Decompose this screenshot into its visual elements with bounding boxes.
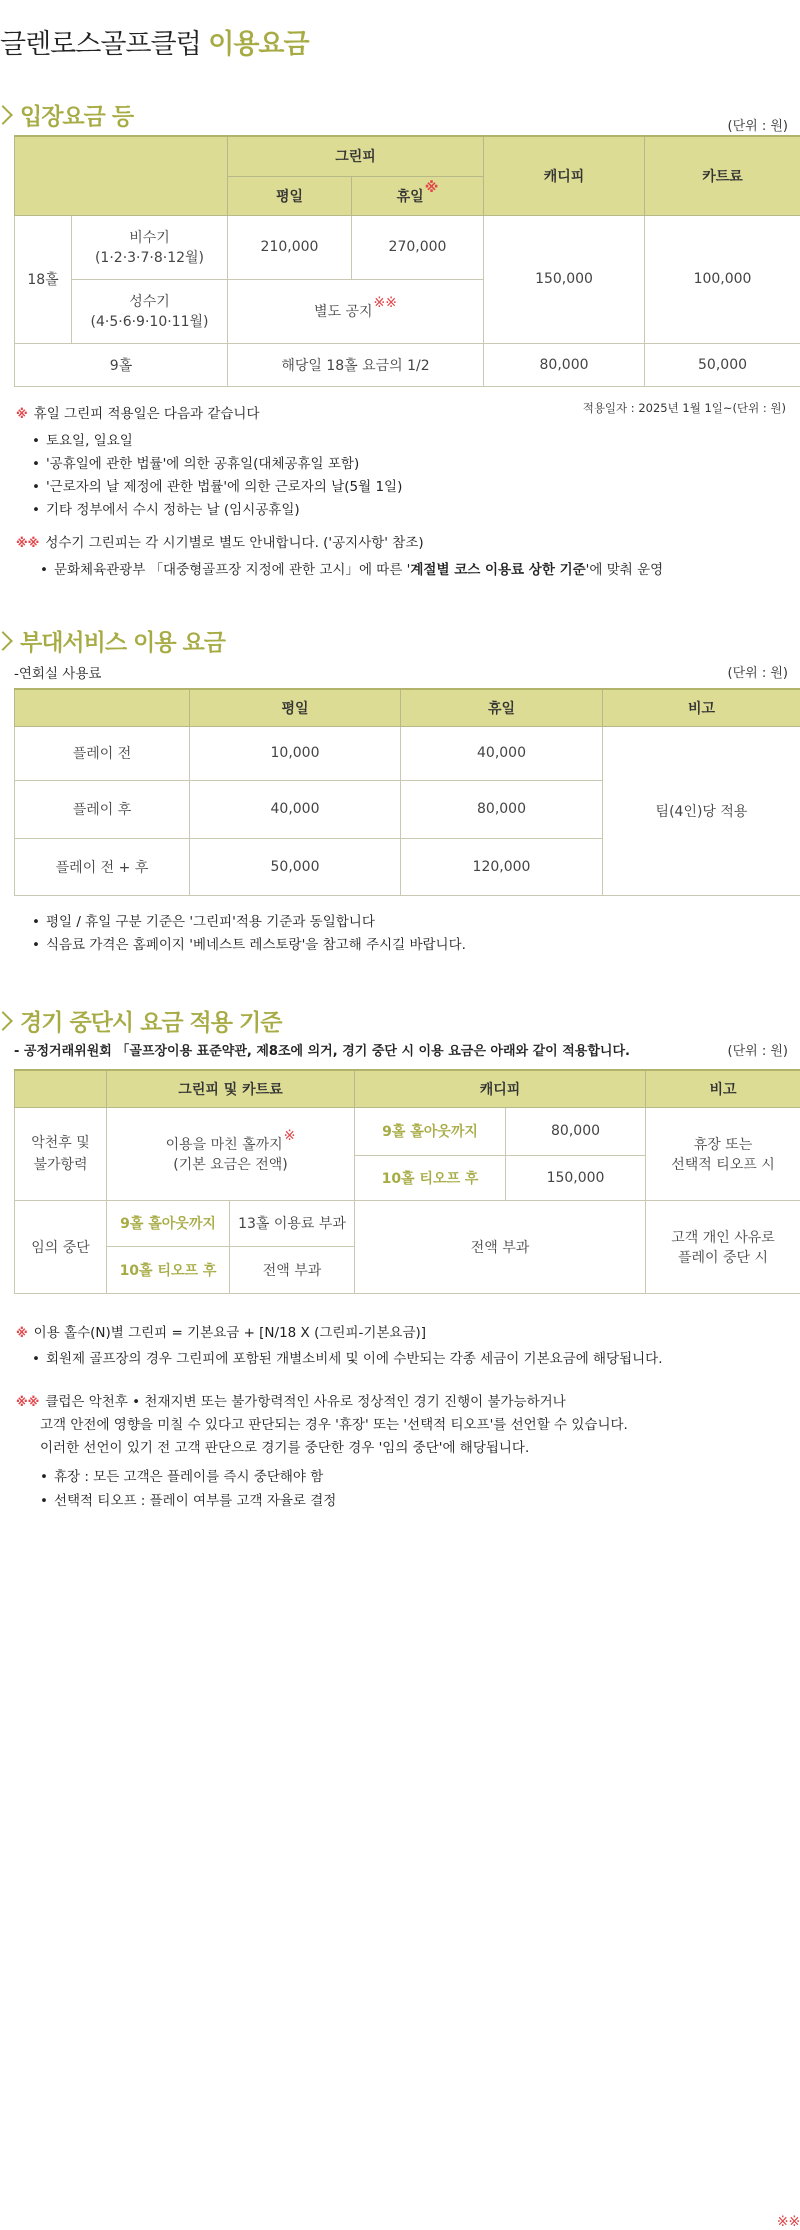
cell-9-holes-greenfee: 해당일 18홀 요금의 1/2 xyxy=(228,343,484,386)
header-greenfee: 그린피 xyxy=(228,136,484,176)
remark-line2-text: 선택적 티오프 시 xyxy=(671,1157,775,1173)
suspension-fee-table xyxy=(14,1069,800,1294)
cell-18-holes: 18홀 xyxy=(15,215,72,343)
remark-line1: 휴장 또는 xyxy=(647,1134,799,1154)
list-item-text: 문화체육관광부 「대중형골프장 지정에 관한 고시」에 따른 ' xyxy=(54,562,410,578)
holiday-note-text: 휴일 그린피 적용일은 다음과 같습니다 xyxy=(34,406,260,422)
green-usage-line2: (기본 요금은 전액) xyxy=(108,1154,353,1174)
cell-remark-personal xyxy=(646,1200,800,1293)
closure-note-line1: 클럽은 악천후 • 천재지변 또는 불가항력적인 사유로 정상적인 경기 진행이 불가능하거나 xyxy=(45,1394,565,1410)
peakseason-note-text: 성수기 그린피는 각 시기별로 별도 안내합니다. ('공지사항' 참조) xyxy=(45,535,423,551)
chevron-right-icon xyxy=(0,105,13,125)
section-admission-title xyxy=(0,98,133,131)
banquet-subtitle: -연회실 사용료 xyxy=(14,662,101,682)
greenfee-formula-note xyxy=(16,1321,426,1341)
cell-caddie-label: 9홀 홀아웃까지 xyxy=(355,1107,506,1155)
header-remark: 비고 xyxy=(646,1070,800,1107)
cell-cart-9: 50,000 xyxy=(645,343,800,386)
peakseason-label: 성수기 xyxy=(73,291,226,311)
list-item-text: '에 맞춰 운영 xyxy=(586,562,664,578)
list-item: • 기타 정부에서 수시 정하는 날 (임시공휴일) xyxy=(32,498,300,518)
closure-note-line2: 고객 안전에 영향을 미칠 수 있다고 판단되는 경우 '휴장' 또는 '선택적 티오프'를 선언할 수 있습니다. xyxy=(40,1413,628,1433)
cell-caddie-label: 10홀 티오프 후 xyxy=(355,1155,506,1200)
chevron-right-icon xyxy=(0,631,13,651)
header-holiday-text: 휴일 xyxy=(397,189,424,205)
header-green-cart: 그린피 및 카트료 xyxy=(107,1070,355,1107)
cell-holiday: 120,000 xyxy=(401,838,603,895)
remark-line2 xyxy=(647,1154,799,1174)
row-label: 플레이 전 xyxy=(15,726,190,780)
cell-peakseason-note xyxy=(228,279,484,343)
list-item: • '공휴일에 관한 법률'에 의한 공휴일(대체공휴일 포함) xyxy=(32,452,359,472)
remark-line1: 고객 개인 사유로 xyxy=(647,1227,799,1247)
list-item: • 선택적 티오프 : 플레이 여부를 고객 자율로 결정 xyxy=(40,1489,336,1509)
double-asterisk-mark: ※※ xyxy=(777,2214,800,2230)
remark-line2: 플레이 중단 시 xyxy=(647,1247,799,1267)
header-holiday: 휴일 xyxy=(401,689,603,726)
admission-fee-table xyxy=(14,135,800,387)
header-cart: 카트료 xyxy=(645,136,800,215)
offseason-label: 비수기 xyxy=(73,227,226,247)
cell-offseason-weekday: 210,000 xyxy=(228,215,352,279)
cell-remark-closure xyxy=(646,1107,800,1200)
cell-9-holes: 9홀 xyxy=(15,343,228,386)
asterisk-mark: ※ xyxy=(425,180,439,196)
cell-caddie-value: 150,000 xyxy=(506,1155,646,1200)
page-title xyxy=(0,22,309,61)
section-additional-title-text: 부대서비스 이용 요금 xyxy=(20,630,225,656)
list-item-bold: 계절별 코스 이용료 상한 기준 xyxy=(410,562,585,578)
table-corner xyxy=(15,136,228,215)
asterisk-mark: ※ xyxy=(16,407,28,421)
cell-green-label: 10홀 티오프 후 xyxy=(107,1246,230,1293)
header-remark: 비고 xyxy=(603,689,800,726)
list-item xyxy=(40,558,663,578)
double-asterisk-mark: ※※ xyxy=(16,1395,39,1409)
cell-remark: 팀(4인)당 적용 xyxy=(603,726,800,895)
asterisk-mark: ※ xyxy=(16,1326,28,1340)
bad-weather-label: 악천후 및 불가항력 xyxy=(24,1132,98,1176)
cell-offseason-holiday: 270,000 xyxy=(352,215,484,279)
cell-holiday: 40,000 xyxy=(401,726,603,780)
cell-caddie-full: 전액 부과 xyxy=(355,1200,646,1293)
section-suspension-title xyxy=(0,1004,281,1037)
asterisk-mark: ※ xyxy=(284,1128,296,1144)
peakseason-note xyxy=(16,531,424,551)
cell-caddie-value: 80,000 xyxy=(506,1107,646,1155)
cell-bad-weather xyxy=(15,1107,107,1200)
double-asterisk-mark: ※※ xyxy=(16,536,39,550)
offseason-months: (1·2·3·7·8·12월) xyxy=(73,247,226,267)
header-holiday xyxy=(352,176,484,215)
suspension-subtitle: - 공정거래위원회 「골프장이용 표준약관, 제8조에 의거, 경기 중단 시 이용 요금은 아래와 같이 적용합니다. xyxy=(14,1040,630,1059)
peakseason-note-text: 별도 공지 xyxy=(314,304,373,320)
closure-note-line3: 이러한 선언이 있기 전 고객 판단으로 경기를 중단한 경우 '임의 중단'에 해당됩니다. xyxy=(40,1436,529,1456)
page-title-highlight: 이용요금 xyxy=(208,29,308,60)
section-suspension-title-text: 경기 중단시 요금 적용 기준 xyxy=(20,1010,281,1036)
list-item: • 휴장 : 모든 고객은 플레이를 즉시 중단해야 함 xyxy=(40,1465,323,1485)
cell-peakseason xyxy=(72,279,228,343)
cell-weekday: 40,000 xyxy=(190,780,401,838)
closure-note xyxy=(16,1390,566,1410)
header-caddie: 캐디피 xyxy=(484,136,645,215)
cell-green-value: 13홀 이용료 부과 xyxy=(230,1200,355,1246)
table-corner xyxy=(15,689,190,726)
cell-caddie-9: 80,000 xyxy=(484,343,645,386)
section-additional-title xyxy=(0,624,225,657)
cell-green-usage xyxy=(107,1107,355,1200)
double-asterisk-mark: ※※ xyxy=(374,295,397,311)
header-weekday: 평일 xyxy=(228,176,352,215)
banquet-fee-table xyxy=(14,688,800,896)
cell-green-label: 9홀 홀아웃까지 xyxy=(107,1200,230,1246)
row-label: 플레이 전 + 후 xyxy=(15,838,190,895)
cell-green-value: 전액 부과 xyxy=(230,1246,355,1293)
green-usage-line1 xyxy=(108,1134,353,1154)
peakseason-months: (4·5·6·9·10·11월) xyxy=(73,311,226,331)
unit-label: (단위 : 원) xyxy=(728,115,788,134)
cell-offseason xyxy=(72,215,228,279)
header-caddie: 캐디피 xyxy=(355,1070,646,1107)
list-item: • 식음료 가격은 홈페이지 '베네스트 레스토랑'을 참고해 주시길 바랍니다. xyxy=(32,933,466,953)
cell-weekday: 10,000 xyxy=(190,726,401,780)
apply-date: 적용일자 : 2025년 1월 1일~(단위 : 원) xyxy=(583,400,786,416)
cell-caddie-18: 150,000 xyxy=(484,215,645,343)
section-admission-title-text: 입장요금 등 xyxy=(20,104,133,130)
chevron-right-icon xyxy=(0,1011,13,1031)
cell-holiday: 80,000 xyxy=(401,780,603,838)
green-usage-text: 이용을 마친 홀까지 xyxy=(166,1137,283,1153)
page-title-text: 글렌로스골프클럽 xyxy=(0,29,201,60)
unit-label: (단위 : 원) xyxy=(728,662,788,681)
table-corner xyxy=(15,1070,107,1107)
greenfee-formula-text: 이용 홀수(N)별 그린피 = 기본요금 + [N/18 X (그린피-기본요금)] xyxy=(34,1325,426,1341)
header-weekday: 평일 xyxy=(190,689,401,726)
holiday-note xyxy=(16,402,260,422)
list-item: • 토요일, 일요일 xyxy=(32,429,133,449)
cell-voluntary-stop: 임의 중단 xyxy=(15,1200,107,1293)
row-label: 플레이 후 xyxy=(15,780,190,838)
unit-label: (단위 : 원) xyxy=(728,1040,788,1059)
cell-cart-18: 100,000 xyxy=(645,215,800,343)
list-item: • 평일 / 휴일 구분 기준은 '그린피'적용 기준과 동일합니다 xyxy=(32,910,375,930)
list-item: • 회원제 골프장의 경우 그린피에 포함된 개별소비세 및 이에 수반되는 각종 세금이 기본요금에 해당됩니다. xyxy=(32,1347,663,1367)
cell-weekday: 50,000 xyxy=(190,838,401,895)
list-item: • '근로자의 날 제정에 관한 법률'에 의한 근로자의 날(5월 1일) xyxy=(32,475,402,495)
